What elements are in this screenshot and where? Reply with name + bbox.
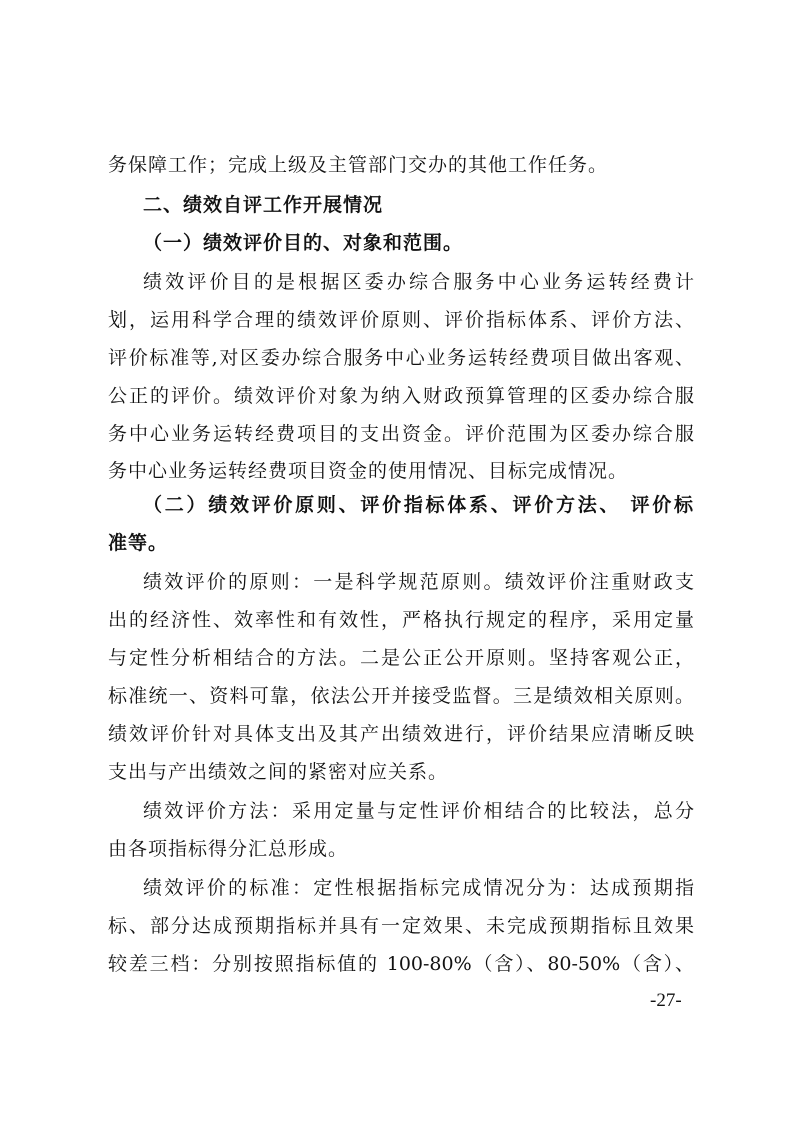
body-text-line: 标准统一、资料可靠，依法公开并接受监督。三是绩效相关原则。 (108, 685, 694, 707)
body-text-line: 绩效评价的标准：定性根据指标完成情况分为：达成预期指 (143, 877, 694, 899)
body-text-line: 出的经济性、效率性和有效性，严格执行规定的程序，采用定量 (108, 609, 694, 631)
section-heading: 二、绩效自评工作开展情况 (143, 194, 384, 216)
body-text-line: 支出与产出绩效之间的紧密对应关系。 (108, 761, 449, 783)
body-text-line: 务中心业务运转经费项目的支出资金。评价范围为区委办综合服 (108, 423, 694, 445)
subsection-heading-cont: 准等。 (108, 532, 169, 554)
subsection-heading: （二）绩效评价原则、评价指标体系、评价方法、 评价标 (143, 494, 694, 516)
body-text-line: 务保障工作；完成上级及主管部门交办的其他工作任务。 (108, 154, 609, 176)
page-number: -27- (650, 990, 682, 1011)
body-text-line: 公正的评价。绩效评价对象为纳入财政预算管理的区委办综合服 (108, 385, 694, 407)
body-text-line: 绩效评价的原则：一是科学规范原则。绩效评价注重财政支 (143, 571, 694, 593)
body-text-line: 由各项指标得分汇总形成。 (108, 838, 349, 860)
body-text-line: 划，运用科学合理的绩效评价原则、评价指标体系、评价方法、 (108, 309, 694, 331)
body-text-line: 绩效评价方法：采用定量与定性评价相结合的比较法，总分 (143, 800, 694, 822)
body-text-line: 务中心业务运转经费项目资金的使用情况、目标完成情况。 (108, 460, 629, 482)
body-text-line: 较差三档：分别按照指标值的 100-80%（含）、80-50%（含）、 (108, 953, 694, 975)
body-text-line: 绩效评价针对具体支出及其产出绩效进行，评价结果应清晰反映 (108, 723, 694, 745)
body-text-line: 评价标准等,对区委办综合服务中心业务运转经费项目做出客观、 (108, 347, 694, 369)
body-text-line: 标、部分达成预期指标并具有一定效果、未完成预期指标且效果 (108, 915, 694, 937)
subsection-heading: （一）绩效评价目的、对象和范围。 (143, 232, 464, 254)
body-text-line: 与定性分析相结合的方法。二是公正公开原则。坚持客观公正， (108, 647, 694, 669)
body-text-line: 绩效评价目的是根据区委办综合服务中心业务运转经费计 (143, 271, 694, 293)
